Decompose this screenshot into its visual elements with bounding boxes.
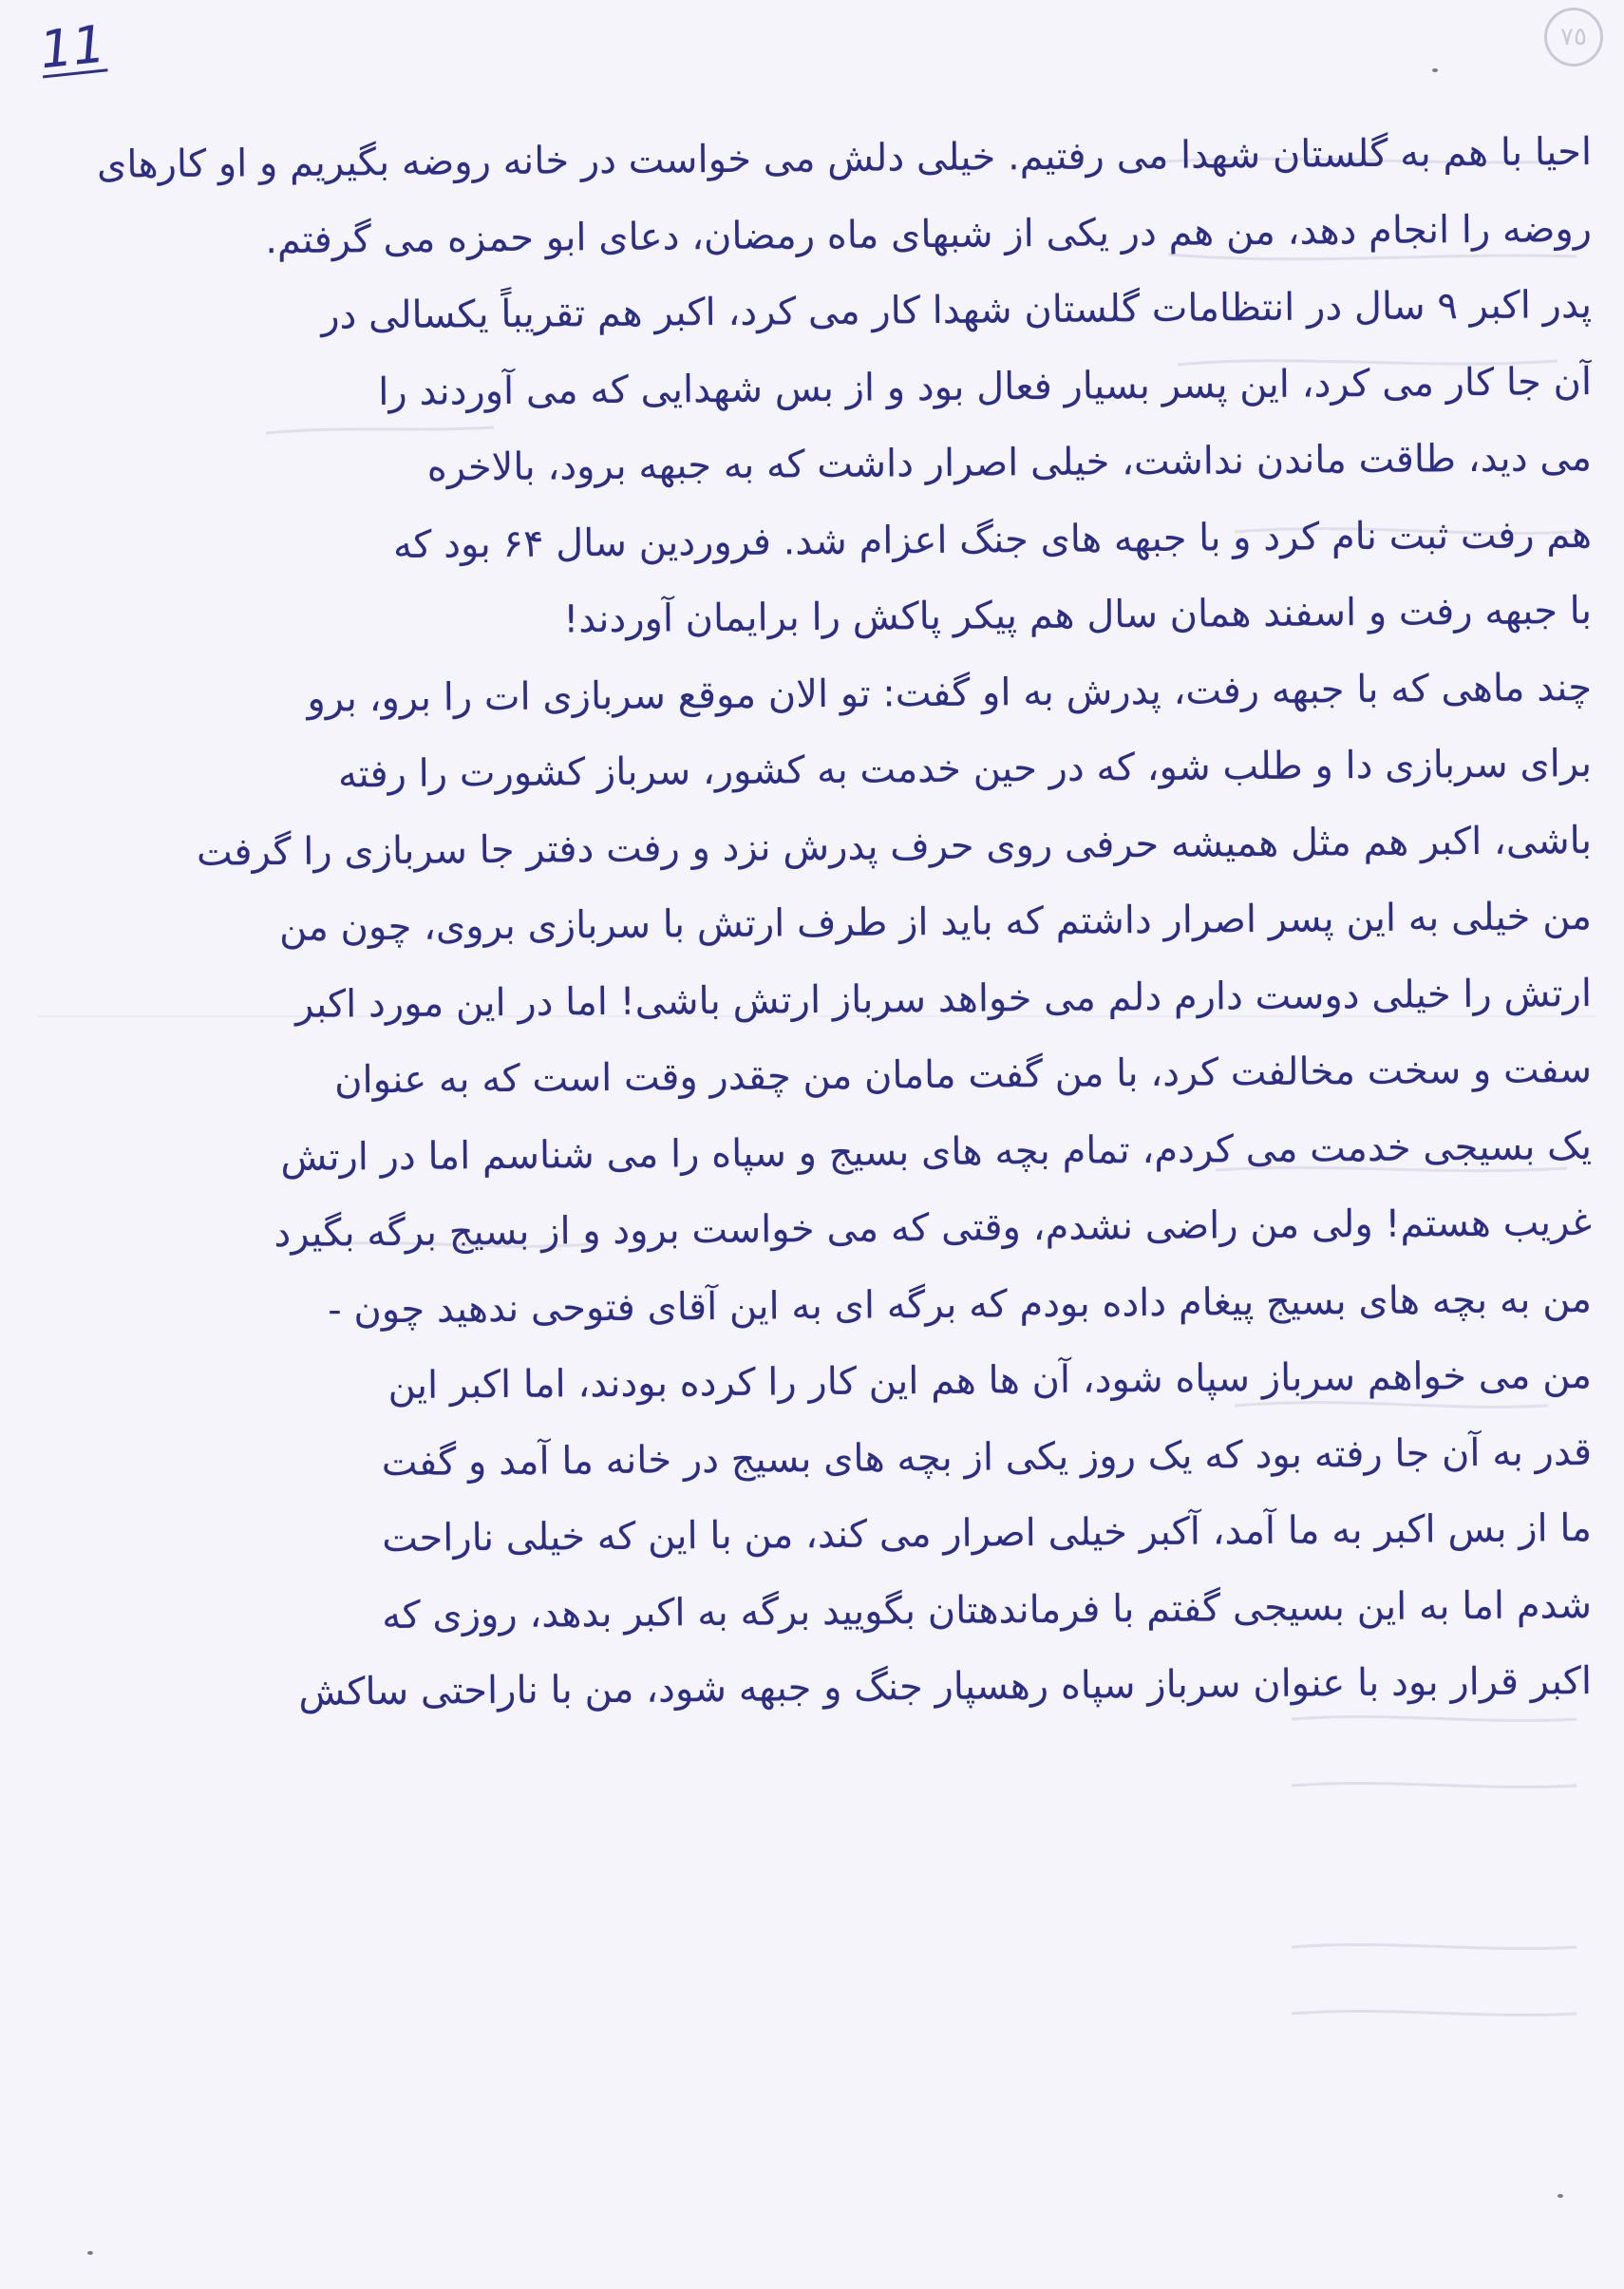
text-line: روضه را انجام دهد، من هم در یکی از شبهای ماه رمضان، دعای ابو حمزه می گرفتم. — [265, 206, 1593, 262]
text-line: برای سربازی دا و طلب شو، که در حین خدمت به کشور، سرباز کشورت را رفته — [337, 742, 1593, 797]
text-line: باشی، اکبر هم مثل همیشه حرفی روی حرف پدرش نزد و رفت دفتر جا سربازی را گرفت — [196, 818, 1593, 875]
paper-speck — [87, 2251, 93, 2255]
text-line: غریب هستم! ولی من راضی نشدم، وقتی که می خواست برود و از بسیج برگه بگیرد — [274, 1201, 1593, 1257]
text-line: من خیلی به این پسر اصرار داشتم که باید از طرف ارتش با سربازی بروی، چون من — [278, 895, 1593, 951]
handwritten-text-block — [28, 114, 1592, 1720]
text-line: احیا با هم به گلستان شهدا می رفتیم. خیلی دلش می خواست در خانه روضه بگیریم و او کارهای — [96, 130, 1593, 187]
text-line: من می خواهم سرباز سپاه شود، آن ها هم این کار را کرده بودند، اما اکبر این — [387, 1353, 1593, 1409]
text-line: اکبر قرار بود با عنوان سرباز سپاه رهسپار جنگ و جبهه شود، من با ناراحتی ساکش — [298, 1659, 1593, 1714]
text-line: هم رفت ثبت نام کرد و با جبهه های جنگ اعزام شد. فروردین سال ۶۴ بود که — [392, 512, 1593, 567]
text-line: یک بسیجی خدمت می کردم، تمام بچه های بسیج و سپاه را می شناسم اما در ارتش — [280, 1124, 1593, 1180]
text-line: شدم اما به این بسیجی گفتم با فرماندهتان بگویید برگه به اکبر بدهد، روزی که — [382, 1582, 1593, 1637]
text-line: با جبهه رفت و اسفند همان سال هم پیکر پاکش را برایمان آوردند! — [563, 589, 1593, 642]
text-line: ارتش را خیلی دوست دارم دلم می خواهد سرباز ارتش باشی! اما در این مورد اکبر — [294, 971, 1593, 1027]
paper-speck — [1558, 2194, 1563, 2198]
text-line: سفت و سخت مخالفت کرد، با من گفت مامان من چقدر وقت است که به عنوان — [333, 1048, 1593, 1103]
text-line: ما از بس اکبر به ما آمد، آکبر خیلی اصرار می کند، من با این که خیلی ناراحت — [382, 1506, 1593, 1561]
text-line: من به بچه های بسیج پیغام داده بودم که برگه ای به این آقای فتوحی ندهید چون - — [328, 1277, 1593, 1333]
text-line: می دید، طاقت ماندن نداشت، خیلی اصرار داشت که به جبهه برود، بالاخره — [426, 436, 1593, 490]
page-number: 11 — [36, 13, 108, 81]
text-line: چند ماهی که با جبهه رفت، پدرش به او گفت: تو الان موقع سربازی ات را برو، برو — [307, 665, 1593, 721]
text-line: آن جا کار می کرد، این پسر بسیار فعال بود و از بس شهدایی که می آوردند را — [378, 359, 1593, 414]
text-line: قدر به آن جا رفته بود که یک روز یکی از بچه های بسیج در خانه ما آمد و گفت — [381, 1429, 1593, 1485]
text-line: پدر اکبر ۹ سال در انتظامات گلستان شهدا کار می کرد، اکبر هم تقریباً یکسالی در — [321, 283, 1593, 338]
paper-speck — [1432, 68, 1438, 72]
page-stamp: ٧٥ — [1544, 8, 1603, 66]
